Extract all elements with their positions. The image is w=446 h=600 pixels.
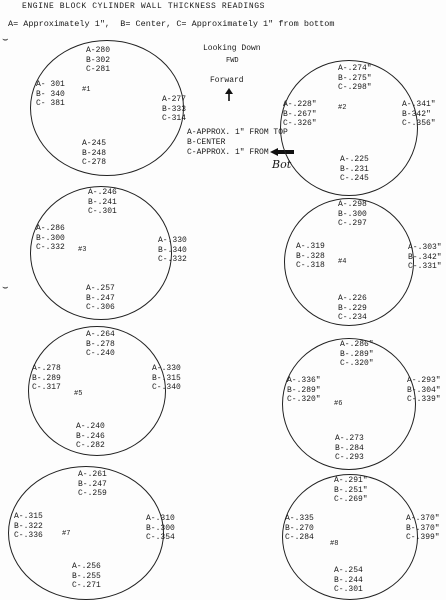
cylinder-7-label: #7 bbox=[62, 530, 71, 538]
cylinder-1-left-readings: A- 301 B- 340 C- 381 bbox=[36, 80, 65, 108]
cylinder-2-label: #2 bbox=[338, 104, 347, 112]
cylinder-5-bottom-readings: A-.240 B-.246 C-.282 bbox=[76, 422, 105, 450]
note-a: A-APPROX. 1" FROM TOP bbox=[187, 128, 288, 137]
cylinder-5-right-readings: A-.330 B-.315 C-.340 bbox=[152, 364, 181, 392]
cylinder-6-bottom-readings: A-.273 B-.284 C-.293 bbox=[335, 434, 364, 462]
cylinder-7-right-readings: A-.310 B-.300 C-.354 bbox=[146, 514, 175, 542]
cylinder-7-bottom-readings: A-.256 B-.255 C-.271 bbox=[72, 562, 101, 590]
cylinder-4-right-readings: A-.303" B-.342" C-.331" bbox=[408, 243, 442, 271]
cylinder-2-bottom-readings: A-.225 B-.231 C-.245 bbox=[340, 155, 369, 183]
cylinder-3-bottom-readings: A-.257 B-.247 C-.306 bbox=[86, 284, 115, 312]
margin-tick: ⌣ bbox=[2, 35, 9, 46]
cylinder-8-left-readings: A-.335 B-.270 C-.284 bbox=[285, 514, 314, 542]
cylinder-6-top-readings: A-.286" B-.289" C-.320" bbox=[340, 340, 374, 368]
cylinder-5-left-readings: A-.278 B-.289 C-.317 bbox=[32, 364, 61, 392]
cylinder-2-right-readings: A-.341" B-342" C-.356" bbox=[402, 100, 436, 128]
cylinder-7-top-readings: A-.261 B-.247 C-.259 bbox=[78, 470, 107, 498]
document-title: ENGINE BLOCK CYLINDER WALL THICKNESS READINGS bbox=[22, 2, 266, 11]
cylinder-6-right-readings: A-.293" B-.304" C-.339" bbox=[407, 376, 441, 404]
cylinder-3-label: #3 bbox=[78, 246, 87, 254]
cylinder-8-label: #8 bbox=[330, 540, 339, 548]
cylinder-1-top-readings: A-280 B-302 C-281 bbox=[86, 46, 111, 74]
cylinder-4-label: #4 bbox=[338, 258, 347, 266]
cylinder-8-top-readings: A-.291" B-.251" C-.269" bbox=[334, 476, 368, 504]
handwritten-note: Bot bbox=[272, 158, 292, 171]
margin-tick: ⌣ bbox=[2, 283, 9, 294]
cylinder-8-right-readings: A-.370" B-.370" C-.399" bbox=[406, 514, 440, 542]
looking-down-label: Looking Down bbox=[203, 44, 261, 53]
cylinder-4-bottom-readings: A-.226 B-.229 C-.234 bbox=[338, 294, 367, 322]
cylinder-8-bottom-readings: A-.254 B-.244 C-.301 bbox=[334, 566, 363, 594]
cylinder-1-label: #1 bbox=[82, 86, 91, 94]
cylinder-2-top-readings: A-.274" B-.275" C-.298" bbox=[338, 64, 372, 92]
cylinder-1-bottom-readings: A-245 B-248 C-278 bbox=[82, 139, 107, 167]
cylinder-6-label: #6 bbox=[334, 400, 343, 408]
cylinder-3-left-readings: A-.286 B-.300 C-.332 bbox=[36, 224, 65, 252]
cylinder-6-left-readings: A-.336" B-.289" C-.320" bbox=[287, 376, 321, 404]
cylinder-5-top-readings: A-.264 B-.278 C-.240 bbox=[86, 330, 115, 358]
forward-label: Forward bbox=[210, 76, 244, 85]
cylinder-4-left-readings: A-.319 B-.328 C-.318 bbox=[296, 242, 325, 270]
forward-arrow-icon bbox=[224, 88, 234, 102]
cylinder-3-right-readings: A-.330 B-.340 C-.332 bbox=[158, 236, 187, 264]
cylinder-4-top-readings: A-.298 B-.300 C-.297 bbox=[338, 200, 367, 228]
fwd-label: FWD bbox=[226, 57, 239, 65]
note-b: B-CENTER bbox=[187, 138, 226, 147]
cylinder-1-right-readings: A-277 B-333 C-314 bbox=[162, 95, 187, 123]
cylinder-7-left-readings: A-.315 B-.322 C-.336 bbox=[14, 512, 43, 540]
reading-legend: A= Approximately 1", B= Center, C= Approximately 1" from bottom bbox=[8, 19, 335, 29]
cylinder-3-top-readings: A-.246 B-.241 C-.301 bbox=[88, 188, 117, 216]
cylinder-5-label: #5 bbox=[74, 390, 83, 398]
note-c: C-APPROX. 1" FROM bbox=[187, 148, 269, 157]
cylinder-2-left-readings: A-.228" B-.267" C-.326" bbox=[283, 100, 317, 128]
